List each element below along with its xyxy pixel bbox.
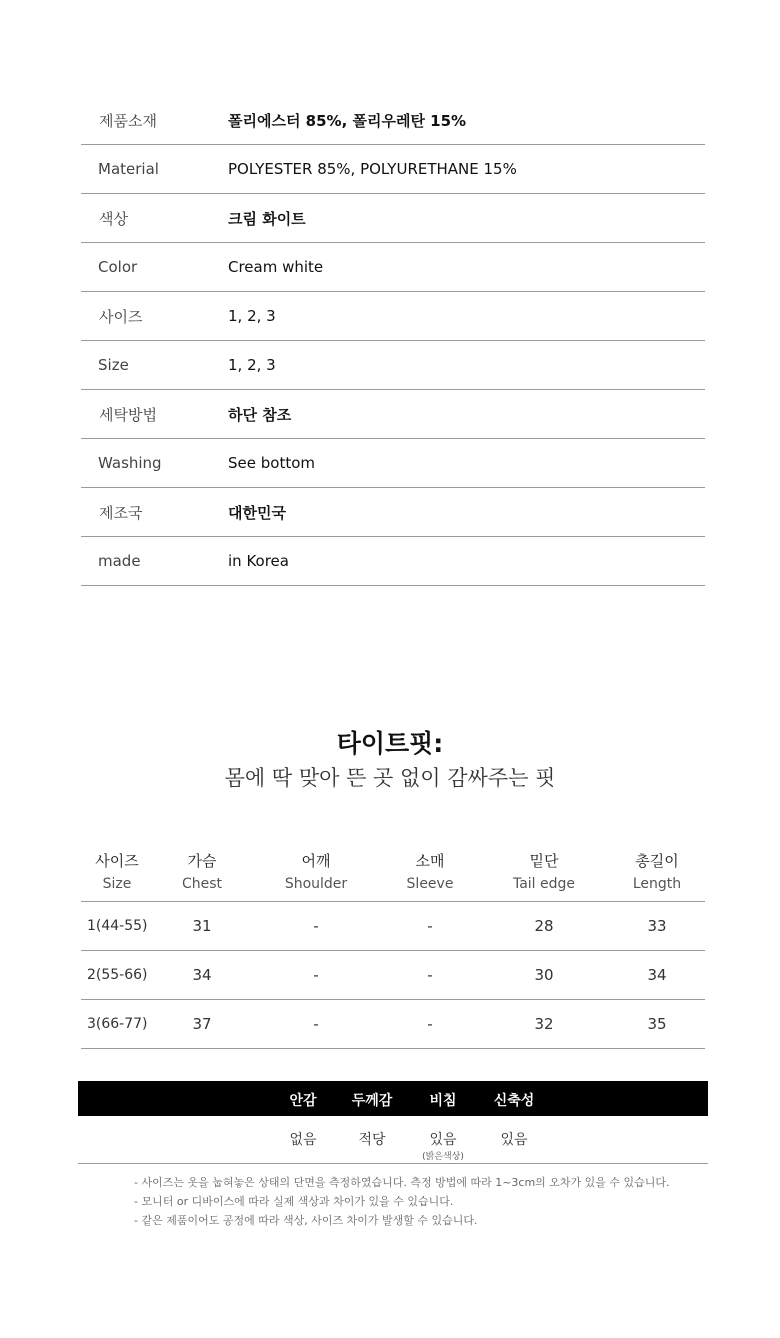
attr-lining-label: 안감 (289, 1093, 317, 1109)
spec-label: 제조국 (99, 503, 143, 522)
spec-row-origin-ko (81, 488, 705, 537)
header-en: Tail edge (512, 875, 576, 892)
spec-value: 1, 2, 3 (228, 356, 276, 374)
spec-value: in Korea (228, 552, 289, 570)
header-ko: 소매 (415, 851, 445, 870)
spec-label: Color (98, 258, 138, 276)
header-ko: 가슴 (187, 851, 217, 870)
spec-value: 폴리에스터 85%, 폴리우레탄 15% (228, 111, 467, 130)
header-tail-edge (479, 840, 609, 901)
spec-row-washing-en (81, 439, 705, 488)
attr-thickness-label: 두께감 (351, 1093, 393, 1109)
spec-row-size-en (81, 341, 705, 390)
attr-stretch-label: 신축성 (493, 1093, 535, 1109)
spec-value: Cream white (228, 258, 324, 276)
spec-label: Washing (98, 454, 162, 472)
spec-label: 세탁방법 (99, 405, 157, 424)
header-ko: 어깨 (301, 851, 331, 870)
cell-size: 1(44-55) (87, 918, 148, 934)
header-ko: 총길이 (635, 851, 679, 870)
cell-length: 34 (647, 966, 667, 984)
cell-chest: 34 (192, 966, 212, 984)
header-en: Size (102, 875, 132, 892)
cell-tail-edge: 30 (534, 966, 554, 984)
cell-shoulder: - (313, 966, 319, 984)
table-row (81, 902, 705, 951)
header-en: Length (632, 875, 682, 892)
spec-value: 하단 참조 (228, 405, 292, 424)
spec-label: 제품소재 (99, 111, 157, 130)
spec-row-material-ko (81, 96, 705, 145)
header-size (81, 840, 153, 901)
spec-label: 색상 (99, 209, 128, 228)
note-line: - 같은 제품이어도 공정에 따라 색상, 사이즈 차이가 발생할 수 있습니다. (134, 1214, 478, 1227)
table-row (81, 1000, 705, 1049)
header-en: Sleeve (406, 875, 454, 892)
spec-value: See bottom (228, 454, 315, 472)
cell-size: 2(55-66) (87, 967, 148, 983)
table-row (81, 951, 705, 1000)
spec-label: made (98, 552, 141, 570)
spec-row-color-ko (81, 194, 705, 243)
cell-size: 3(66-77) (87, 1016, 148, 1032)
product-spec-table (81, 96, 705, 586)
attr-thickness-value: 적당 (358, 1132, 386, 1148)
size-table (81, 840, 705, 1049)
spec-value: 1, 2, 3 (228, 307, 276, 325)
cell-tail-edge: 32 (534, 1015, 554, 1033)
header-shoulder (251, 840, 381, 901)
fabric-attribute-values (78, 1116, 708, 1164)
spec-label: Material (98, 160, 159, 178)
attr-sheerness-label: 비침 (429, 1093, 457, 1109)
spec-value: 대한민국 (228, 503, 286, 522)
fabric-attribute-header (78, 1081, 708, 1116)
measurement-notes (134, 1173, 670, 1230)
spec-row-material-en (81, 145, 705, 194)
cell-tail-edge: 28 (534, 917, 554, 935)
size-table-header (81, 840, 705, 902)
spec-label: 사이즈 (99, 307, 143, 326)
spec-value: 크림 화이트 (228, 209, 306, 228)
fit-title: 타이트핏: (336, 729, 444, 758)
cell-chest: 31 (192, 917, 212, 935)
cell-length: 33 (647, 917, 667, 935)
attr-lining-value: 없음 (289, 1132, 317, 1148)
spec-row-color-en (81, 243, 705, 292)
spec-label: Size (98, 356, 129, 374)
note-line: - 사이즈는 옷을 눕혀놓은 상태의 단면을 측정하였습니다. 측정 방법에 따라 1~3cm의 오차가 있을 수 있습니다. (134, 1176, 670, 1189)
spec-row-washing-ko (81, 390, 705, 439)
attr-sheerness-value: 있음 (429, 1132, 457, 1148)
cell-sleeve: - (427, 966, 433, 984)
header-en: Shoulder (284, 875, 348, 892)
spec-value: POLYESTER 85%, POLYURETHANE 15% (228, 160, 517, 178)
cell-shoulder: - (313, 1015, 319, 1033)
header-sleeve (381, 840, 479, 901)
cell-shoulder: - (313, 917, 319, 935)
attr-sheerness-note: (밝은색상) (422, 1152, 464, 1162)
header-length (609, 840, 705, 901)
header-chest (153, 840, 251, 901)
note-line: - 모니터 or 디바이스에 따라 실제 색상과 차이가 있을 수 있습니다. (134, 1195, 454, 1208)
cell-length: 35 (647, 1015, 667, 1033)
cell-sleeve: - (427, 1015, 433, 1033)
header-ko: 사이즈 (95, 851, 139, 870)
attr-stretch-value: 있음 (500, 1132, 528, 1148)
cell-sleeve: - (427, 917, 433, 935)
spec-row-size-ko (81, 292, 705, 341)
header-ko: 밑단 (529, 851, 559, 870)
header-en: Chest (181, 875, 223, 892)
cell-chest: 37 (192, 1015, 212, 1033)
fit-subtitle: 몸에 딱 맞아 뜬 곳 없이 감싸주는 핏 (224, 766, 556, 790)
spec-row-origin-en (81, 537, 705, 586)
